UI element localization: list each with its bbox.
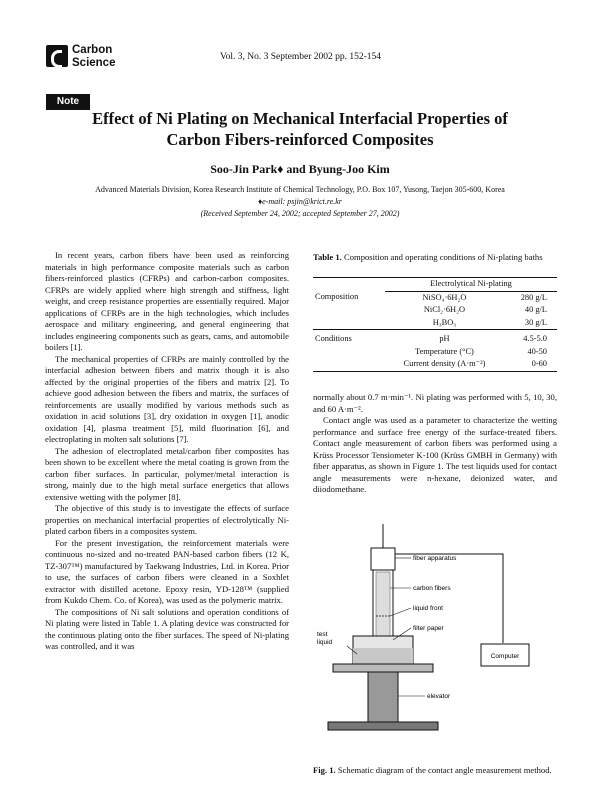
carbon-fibers-label: carbon fibers <box>413 585 451 592</box>
paper-title: Effect of Ni Plating on Mechanical Interfacial Properties of Carbon Fibers-reinforced Composites <box>92 109 508 149</box>
email: ♦e-mail: psjin@krict.re.kr <box>258 197 342 206</box>
journal-logo-icon <box>46 45 68 67</box>
elevator-platform <box>333 664 433 672</box>
fiber-apparatus-label: fiber apparatus <box>413 555 457 562</box>
table-row: Temperature (°C) 40-50 <box>415 346 547 356</box>
liquid-front-label: liquid front <box>413 605 443 612</box>
journal-name: Carbon Science <box>72 44 116 69</box>
table-row: Composition NiSO₄·6H₂O 280 g/L <box>315 292 547 302</box>
elevator-base <box>328 722 438 730</box>
paragraph: In recent years, carbon fibers have been used as reinforcing materials in high performance composite materials such as carbon fibers-reinforced plastics (CFRPs) and carbon-carbon composites. CFRPs are widely applied where high strength and stiffness, light weight, and creep resistance properties are essentially required. Major applications of CFRPs are in the high technologies, which includes aerospace and military engineering, and general engineering that includes engineering components such as gears, cams, and automobile boilers [1]. <box>45 250 289 352</box>
table-1 <box>313 277 557 372</box>
paragraph: The adhesion of electroplated metal/carbon fiber composites has been shown to be excellent where the metal coating is grown from the carbon fiber surfaces. In particular, polymer/metal interaction is strong, mainly due to the high metal surface energetics that allows extensive wetting with the polymer [8]. <box>45 445 289 502</box>
signal-cable <box>395 554 503 643</box>
paragraph: normally about 0.7 m·min⁻¹. Ni plating was performed with 5, 10, 30, and 60 A·m⁻². <box>313 392 557 414</box>
table-row: Conditions pH 4.5-5.0 <box>313 330 557 346</box>
figure-caption: Fig. 1. Schematic diagram of the contact angle measurement method. <box>313 765 552 775</box>
paragraph: Contact angle was used as a parameter to characterize the wetting performance and surface free energy of the surface-treated fibers. Contact angle measurement of carbon fibers was performed using a Krüss Processor Tensiometer K-100 (Krüss GMBH in Germany) with fiber apparatus, as shown in Figure 1. The test liquids used for contact angle measurements were n-hexane, deionized water, and diiodomethane. <box>313 415 557 494</box>
elevator-label: elevator <box>427 693 451 700</box>
affiliation-block <box>0 184 600 220</box>
table-row: H₃BO₃ 30 g/L <box>432 317 547 327</box>
elevator-column <box>368 672 398 722</box>
test-liquid-mark <box>353 648 413 664</box>
table-row: Current density (A·m⁻²) 0-60 <box>313 358 557 371</box>
affiliation: Advanced Materials Division, Korea Research Institute of Chemical Technology, P.O. Box 107, Yusong, Taejon 305-600, Korea <box>95 185 505 194</box>
table-row: NiCl₂·6H₂O 40 g/L <box>423 305 547 314</box>
filter-paper-label: filter paper <box>413 625 444 632</box>
paragraph: The mechanical properties of CFRPs are mainly controlled by the interfacial adhesion between fibers and matrix though it is also affected by the original properties of the fibers and matrix [2]. To achieve good adhesion between the fibers and matrix, the surfaces of reinforcements are usually modified by various methods such as oxidation in acid solutions [3], dry oxidation in oxygen [1], anodic oxidation [4], plasma treatment [5], mild fluorination [6], and electroplating in molten salt solutions [7]. <box>45 353 289 444</box>
figure-1-diagram <box>313 518 557 760</box>
received-dates: (Received September 24, 2002; accepted September 27, 2002) <box>200 209 400 218</box>
test-liquid-label-2: liquid <box>317 639 333 646</box>
test-liquid-label-1: test <box>317 631 328 638</box>
paragraph: The objective of this study is to investigate the effects of surface properties on mechanical interfacial properties of electrolytically Ni-plated carbon fibers in a composites system. <box>45 503 289 536</box>
paragraph: For the present investigation, the reinforcement materials were continuous no-sized and no-treated PAN-based carbon fibers (12 K, TZ-307™) manufactured by Taekwang Industries, Ltd. in Korea. Prior to use, the surfaces of carbon fibers were cleaned in a Soxhlet extractor with distilled acetone. Epoxy resin, YD-128™ (supplied from Kukdo Chem. Co. of Korea), was used as the polymeric matrix. <box>45 537 289 605</box>
paragraph: The compositions of Ni salt solutions and operation conditions of Ni plating were listed in Table 1. A plating device was constructed for the continuous plating onto the fiber surfaces. The speed of Ni-plating was controlled, and it was <box>45 606 289 651</box>
table-header-row <box>313 278 557 292</box>
computer-label: Computer <box>490 653 520 660</box>
note-badge: Note <box>46 94 90 110</box>
table-header: Electrolytical Ni-plating <box>385 278 557 292</box>
volume-info: Vol. 3, No. 3 September 2002 pp. 152-154 <box>220 52 382 62</box>
authors: Soo-Jin Park♦ and Byung-Joo Kim <box>210 162 390 176</box>
carbon-fibers-mark <box>376 572 390 638</box>
fiber-apparatus-top <box>371 548 395 570</box>
table-caption: Table 1. Composition and operating conditions of Ni-plating baths <box>313 252 543 262</box>
right-column <box>313 392 557 496</box>
left-column <box>45 250 289 653</box>
